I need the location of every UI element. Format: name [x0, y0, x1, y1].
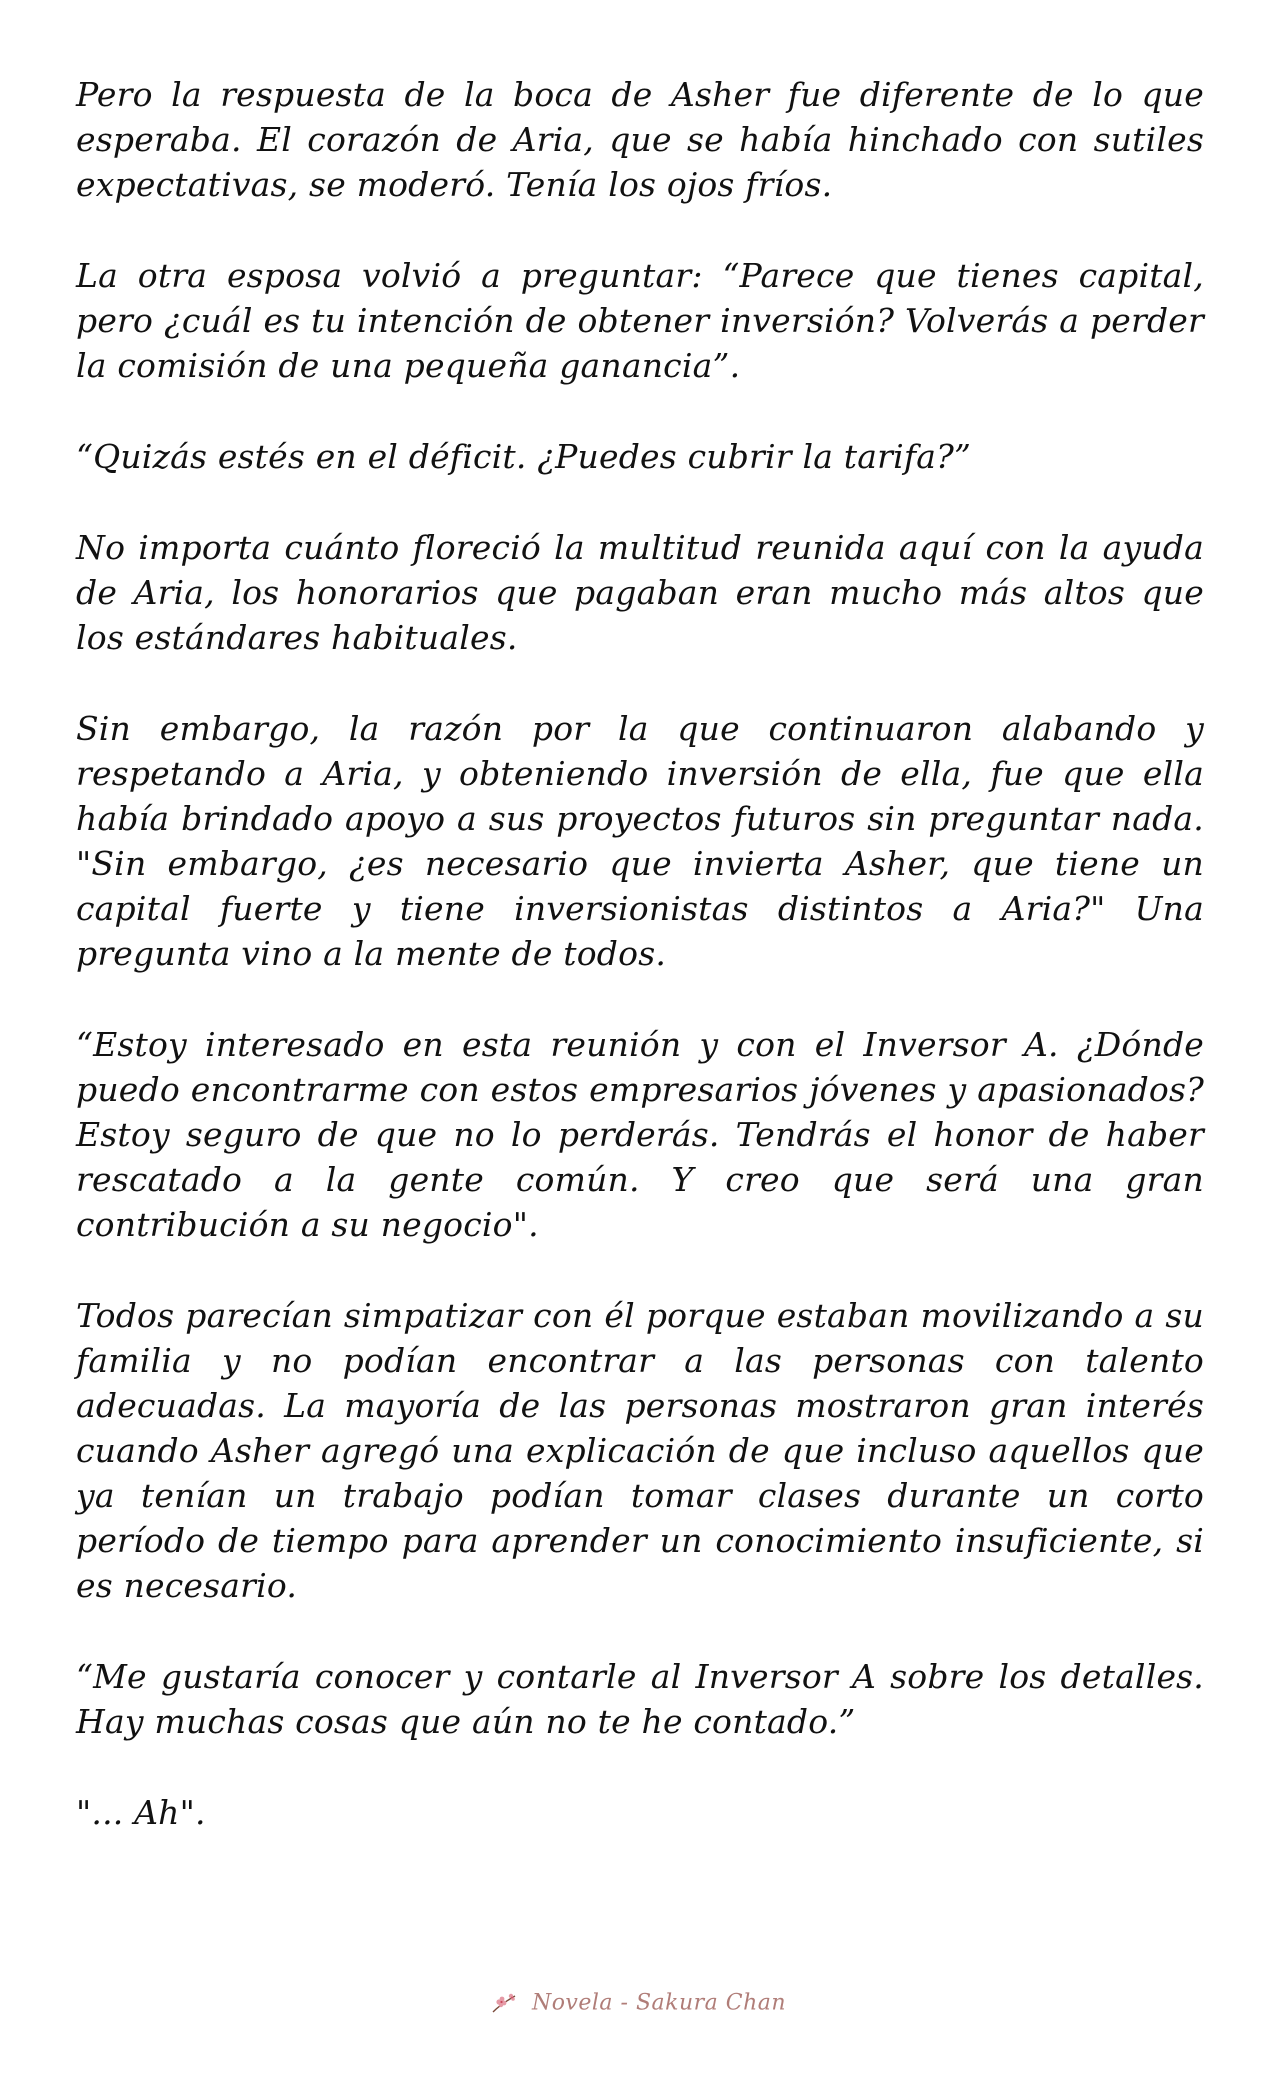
- paragraph: Sin embargo, la razón por la que continuaron alabando y respetando a Aria, y obteniendo inversión de ella, fue que ella había brindado apoyo a sus proyectos futuros sin preguntar nada. "Sin embargo, ¿es necesario que invierta Asher, que tiene un capital fuerte y tiene inversionistas distintos a Aria?" Una pregunta vino a la mente de todos.: [76, 709, 1204, 973]
- document-body: [76, 72, 1204, 1881]
- paragraph: “Estoy interesado en esta reunión y con el Inversor A. ¿Dónde puedo encontrarme con estos empresarios jóvenes y apasionados? Estoy seguro de que no lo perderás. Tendrás el honor de haber rescatado a la gente común. Y creo que será una gran contribución a su negocio".: [76, 1025, 1204, 1244]
- watermark-text: Novela - Sakura Chan: [531, 1990, 787, 2016]
- paragraph: "... Ah".: [76, 1793, 206, 1832]
- paragraph: “Me gustaría conocer y contarle al Inversor A sobre los detalles. Hay muchas cosas que aún no te he contado.”: [76, 1657, 1204, 1741]
- cherry-blossom-icon: [489, 1990, 519, 2016]
- paragraph: “Quizás estés en el déficit. ¿Puedes cubrir la tarifa?”: [76, 437, 972, 476]
- paragraph: Pero la respuesta de la boca de Asher fue diferente de lo que esperaba. El corazón de Aria, que se había hinchado con sutiles expectativas, se moderó. Tenía los ojos fríos.: [76, 75, 1204, 204]
- paragraph: Todos parecían simpatizar con él porque estaban movilizando a su familia y no podían encontrar a las personas con talento adecuadas. La mayoría de las personas mostraron gran interés cuando Asher agregó una explicación de que incluso aquellos que ya tenían un trabajo podían tomar clases durante un corto período de tiempo para aprender un conocimiento insuficiente, si es necesario.: [76, 1296, 1204, 1605]
- paragraph: La otra esposa volvió a preguntar: “Parece que tienes capital, pero ¿cuál es tu intención de obtener inversión? Volverás a perder la comisión de una pequeña ganancia”.: [76, 256, 1204, 385]
- watermark-footer: [0, 1990, 1275, 2016]
- paragraph: No importa cuánto floreció la multitud reunida aquí con la ayuda de Aria, los honorarios que pagaban eran mucho más altos que los estándares habituales.: [76, 528, 1204, 657]
